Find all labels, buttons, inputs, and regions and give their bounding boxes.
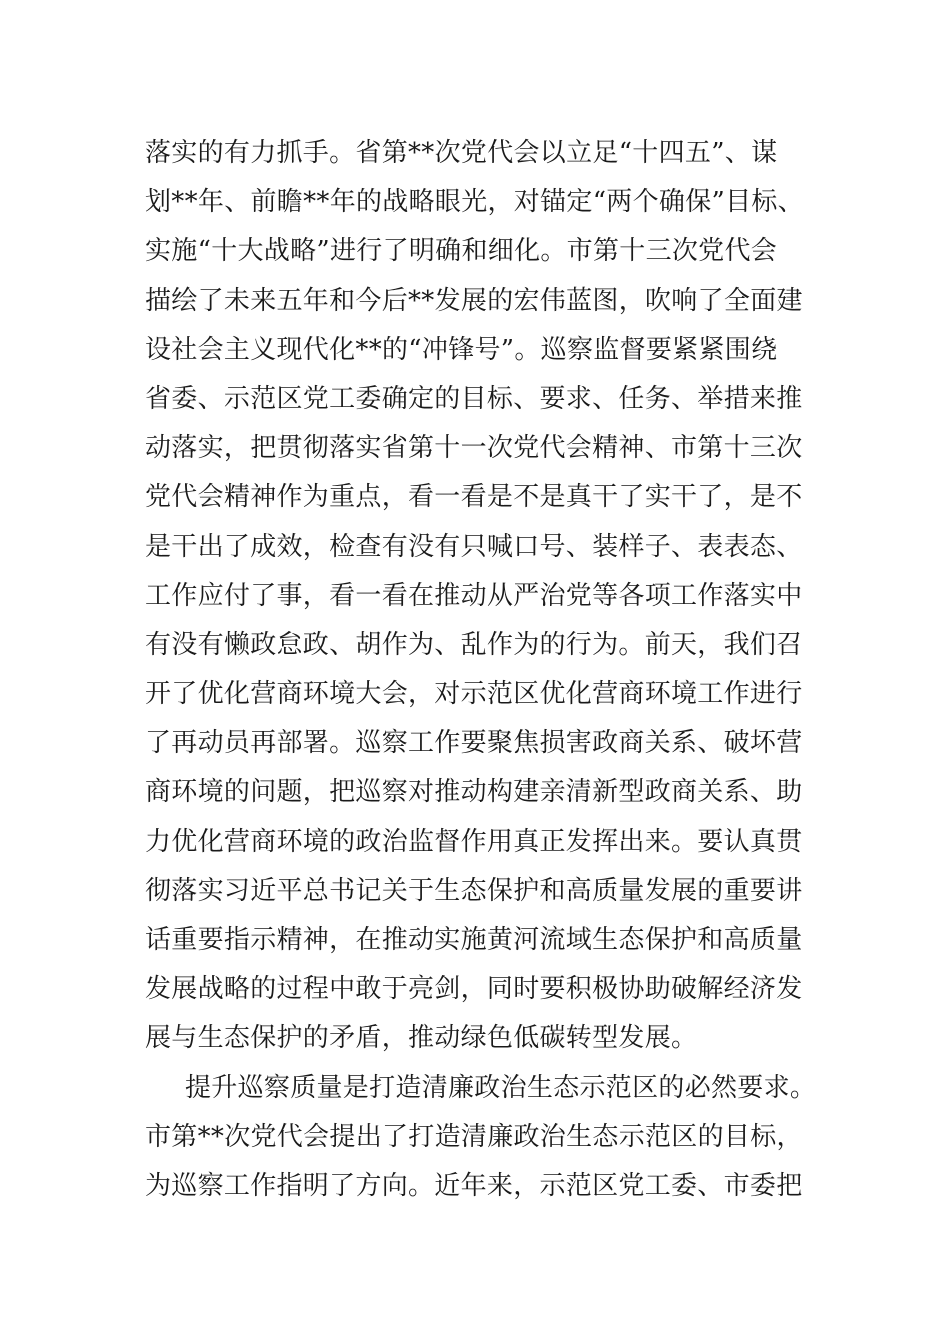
text-line: 省委、示范区党工委确定的目标、要求、任务、举措来推	[145, 383, 803, 414]
text-line: 商环境的问题，把巡察对推动构建亲清新型政商关系、助	[145, 777, 803, 808]
text-line: 力优化营商环境的政治监督作用真正发挥出来。要认真贯	[145, 826, 803, 857]
text-line: 彻落实习近平总书记关于生态保护和高质量发展的重要讲	[145, 875, 803, 906]
text-line: 展与生态保护的矛盾，推动绿色低碳转型发展。	[145, 1023, 698, 1054]
text-line: 划**年、前瞻**年的战略眼光，对锚定“两个确保”目标、	[145, 187, 804, 218]
text-line: 是干出了成效，检查有没有只喊口号、装样子、表表态、	[145, 531, 803, 562]
text-line: 开了优化营商环境大会，对示范区优化营商环境工作进行	[145, 679, 803, 710]
text-line: 有没有懒政怠政、胡作为、乱作为的行为。前天，我们召	[145, 629, 803, 660]
text-line: 为巡察工作指明了方向。近年来，示范区党工委、市委把	[145, 1170, 803, 1201]
text-line: 发展战略的过程中敢于亮剑，同时要积极协助破解经济发	[145, 974, 803, 1005]
paragraph-start-line: 提升巡察质量是打造清廉政治生态示范区的必然要求。	[185, 1072, 817, 1103]
text-line: 设社会主义现代化**的“冲锋号”。巡察监督要紧紧围绕	[145, 334, 778, 365]
text-line: 了再动员再部署。巡察工作要聚焦损害政商关系、破坏营	[145, 728, 803, 759]
text-line: 动落实，把贯彻落实省第十一次党代会精神、市第十三次	[145, 433, 803, 464]
body-text	[145, 129, 835, 1211]
text-line: 落实的有力抓手。省第**次党代会以立足“十四五”、谋	[145, 138, 778, 168]
text-line: 市第**次党代会提出了打造清廉政治生态示范区的目标，	[145, 1121, 803, 1152]
text-line: 党代会精神作为重点，看一看是不是真干了实干了，是不	[145, 482, 803, 513]
text-line: 工作应付了事，看一看在推动从严治党等各项工作落实中	[145, 580, 803, 611]
text-line: 实施“十大战略”进行了明确和细化。市第十三次党代会	[145, 236, 778, 267]
text-line: 话重要指示精神，在推动实施黄河流域生态保护和高质量	[145, 925, 803, 955]
text-line: 描绘了未来五年和今后**发展的宏伟蓝图，吹响了全面建	[145, 285, 803, 316]
